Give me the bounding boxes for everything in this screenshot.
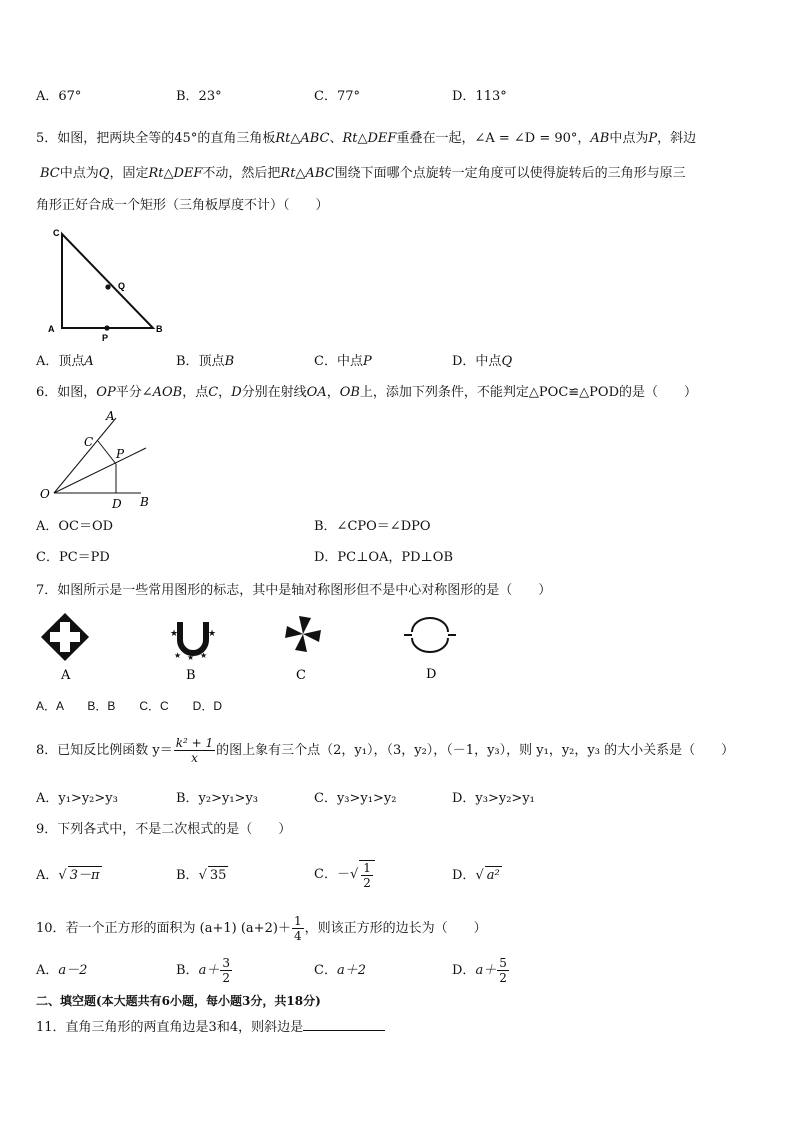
symbol-label-d: D xyxy=(426,667,437,682)
svg-text:★: ★ xyxy=(174,651,182,660)
q7-stem: 7．如图所示是一些常用图形的标志，其中是轴对称图形但不是中心对称图形的是（ ） xyxy=(36,583,552,598)
q7-options: A．A B．B C．C D．D xyxy=(36,699,223,713)
svg-text:★: ★ xyxy=(200,651,208,660)
q8-fraction: $\frac{\text{k² + 1}}{x}$ xyxy=(175,736,214,765)
q4-option-b: B．23° xyxy=(176,89,222,104)
ray-op xyxy=(54,448,146,493)
symbol-c-pinwheel xyxy=(285,616,321,652)
q8-option-a: A．y₁>y₂>y₃ xyxy=(36,791,118,806)
label-p: P xyxy=(116,447,125,461)
q7-symbols-figure xyxy=(40,612,480,687)
q6-angle-figure xyxy=(36,408,166,513)
section-title-fill-in: 二、填空题(本大题共有6小题，每小题3分，共18分) xyxy=(36,994,321,1008)
symbol-b-magnet xyxy=(170,622,216,662)
q6-option-c: C．PC＝PD xyxy=(36,550,110,565)
label-c: C xyxy=(84,435,94,449)
label-p: P xyxy=(102,333,109,342)
svg-text:★: ★ xyxy=(170,629,179,639)
q8-option-d: D．y₃>y₂>y₁ xyxy=(452,791,535,806)
label-d: D xyxy=(112,497,122,511)
q5-option-b: B．顶点B xyxy=(176,354,235,369)
q6-option-a: A．OC＝OD xyxy=(36,519,114,534)
ray-oa xyxy=(54,418,116,493)
symbol-label-b: B xyxy=(186,668,196,683)
q11-stem: 11．直角三角形的两直角边是3和4，则斜边是 xyxy=(36,1018,385,1037)
symbol-d-circle-arrows xyxy=(404,618,456,652)
svg-text:★: ★ xyxy=(208,629,217,639)
label-q: Q xyxy=(118,281,126,291)
symbol-a-cross xyxy=(41,613,89,661)
label-a: A xyxy=(106,409,115,423)
q10-option-c: C．a＋2 xyxy=(314,963,366,978)
q5-option-c: C．中点P xyxy=(314,354,372,369)
label-b: B xyxy=(140,495,149,509)
segment-pc xyxy=(98,441,116,464)
q5-stem-line1: 5．如图，把两块全等的45°的直角三角板Rt△ABC、Rt△DEF重叠在一起，∠A = ∠D = 90°，AB中点为P，斜边 xyxy=(36,131,697,146)
q10-stem: 10．若一个正方形的面积为 (a+1) (a+2)＋ $\frac{1}{4}$ ，则该正方形的边长为（ ） xyxy=(36,914,487,943)
svg-text:★: ★ xyxy=(187,653,195,662)
q9-option-b: B．√ 35 xyxy=(176,868,227,883)
q5-stem-line3: 角形正好合成一个矩形（三角板厚度不计）（ ） xyxy=(36,198,329,213)
q6-option-d: D．PC⊥OA，PD⊥OB xyxy=(314,550,453,565)
symbol-label-a: A xyxy=(61,668,71,683)
q4-option-d: D．113° xyxy=(452,89,507,104)
label-c: C xyxy=(53,228,60,238)
q5-stem-line2: BC中点为Q，固定Rt△DEF不动，然后把Rt△ABC围绕下面哪个点旋转一定角度可以使得旋转后的三角形与原三 xyxy=(40,166,686,181)
point-p xyxy=(104,325,109,330)
q9-option-d: D．√ a² xyxy=(452,868,500,883)
q6-stem: 6．如图，OP平分∠AOB，点C，D分别在射线OA，OB上，添加下列条件，不能判定△POC≌△POD的是（ ） xyxy=(36,385,697,400)
q5-option-d: D．中点Q xyxy=(452,354,513,369)
triangle-abc xyxy=(62,234,153,328)
q9-stem: 9．下列各式中，不是二次根式的是（ ） xyxy=(36,822,292,837)
label-a: A xyxy=(48,324,55,334)
q8-stem: 8．已知反比例函数 y＝ $\frac{\text{k² + 1}}{x}$ 的图上象有三个点（2，y₁），（3，y₂），（－1，y₃），则 y₁，y₂，y₃ 的大小关系是（ ） xyxy=(36,736,735,765)
q11-answer-blank[interactable] xyxy=(303,1018,385,1031)
q8-option-b: B．y₂>y₁>y₃ xyxy=(176,791,259,806)
q9-option-c: C．－√ $\frac{1}{2}$ xyxy=(314,858,376,892)
label-b: B xyxy=(156,324,163,334)
point-q xyxy=(105,284,110,289)
symbol-label-c: C xyxy=(296,668,306,683)
q10-fraction: $\frac{1}{4}$ xyxy=(293,914,302,943)
q10-option-a: A．a－2 xyxy=(36,963,88,978)
q4-option-c: C．77° xyxy=(314,89,360,104)
q5-triangle-figure xyxy=(40,222,180,342)
q8-option-c: C．y₃>y₁>y₂ xyxy=(314,791,397,806)
label-o: O xyxy=(40,487,50,501)
q9-option-a: A．√ 3－π xyxy=(36,868,100,883)
q5-option-a: A．顶点A xyxy=(36,354,94,369)
q10-option-d: D．a＋ $\frac{5}{2}$ xyxy=(452,956,507,985)
q6-option-b: B．∠CPO＝∠DPO xyxy=(314,519,431,534)
q4-option-a: A．67° xyxy=(36,89,82,104)
q10-option-b: B．a＋ $\frac{3}{2}$ xyxy=(176,956,230,985)
